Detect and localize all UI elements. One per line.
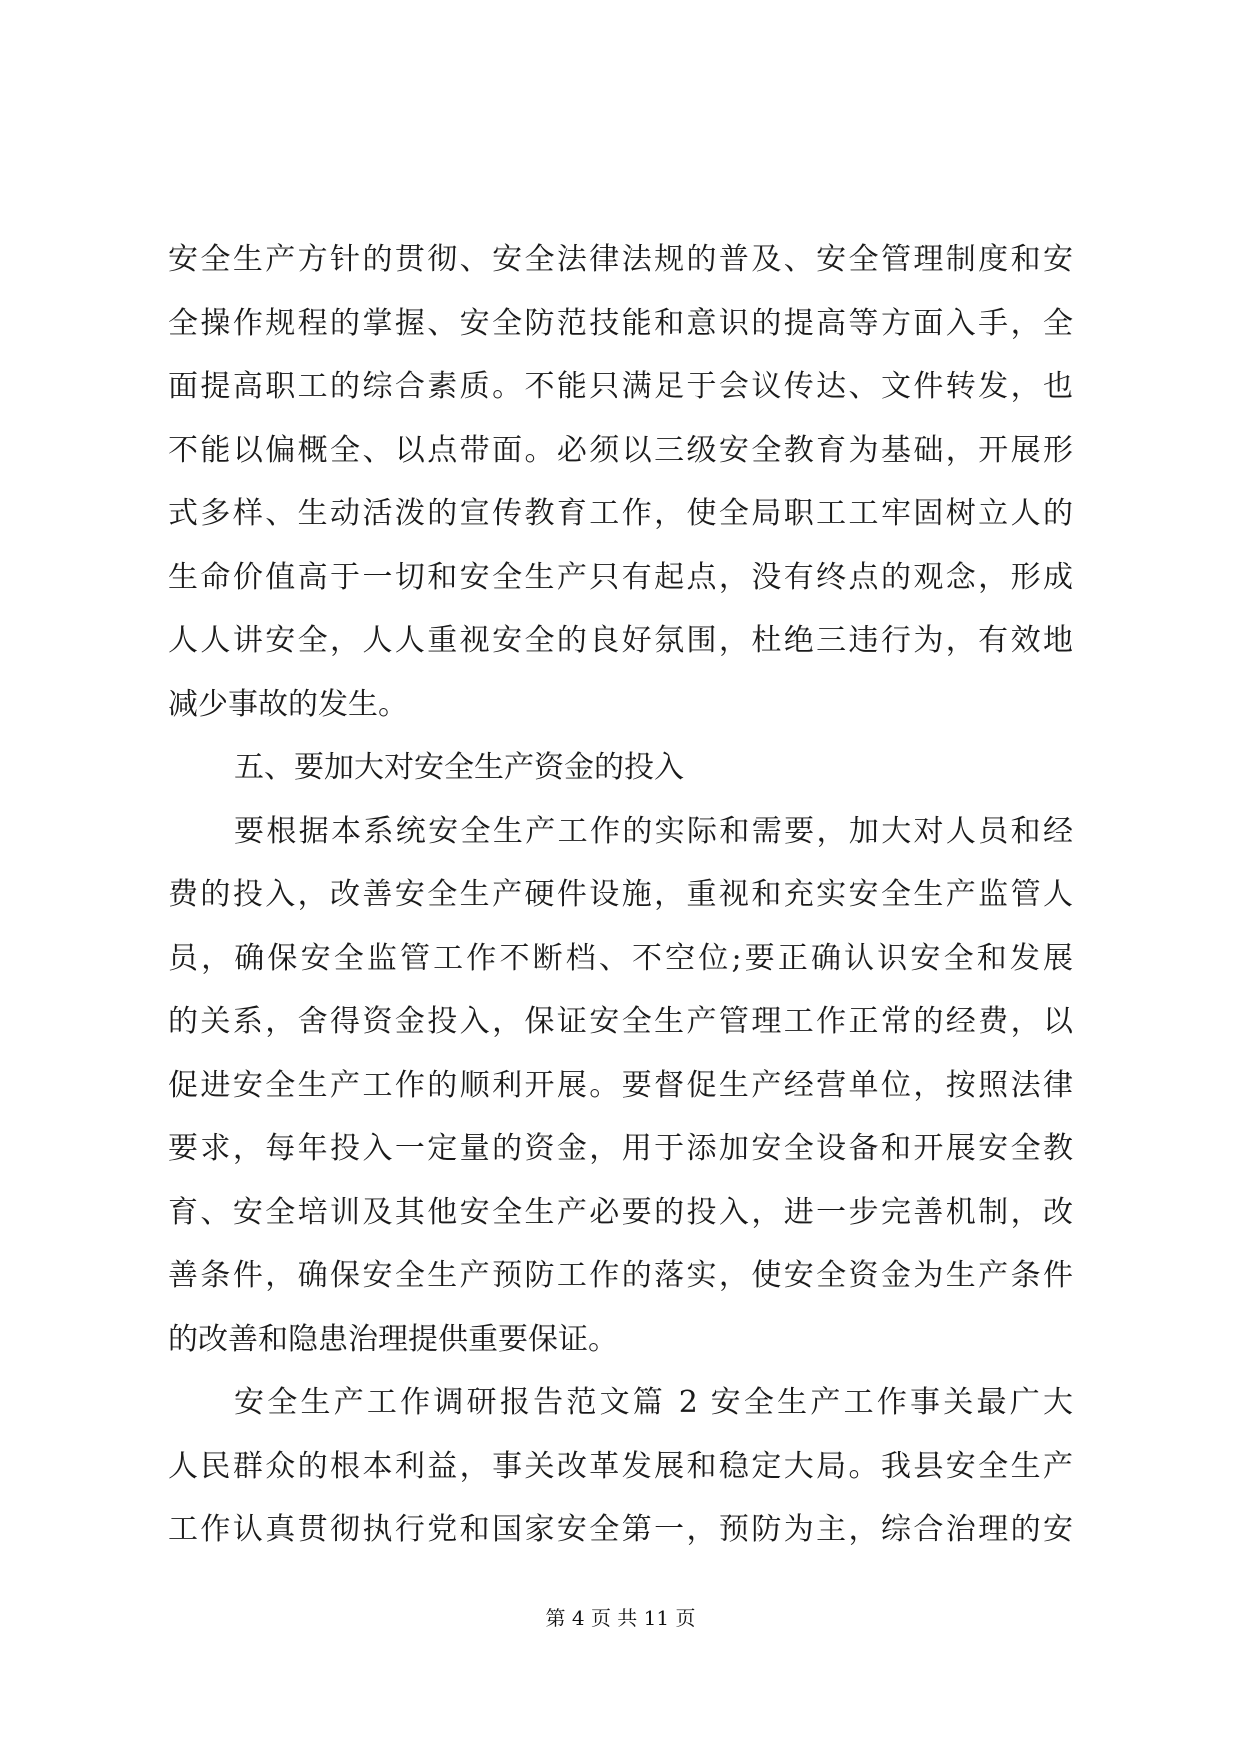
text-line: 费的投入，改善安全生产硬件设施，重视和充实安全生产监管人 [168, 877, 1073, 912]
text-line: 工作认真贯彻执行党和国家安全第一，预防为主，综合治理的安 [168, 1512, 1073, 1547]
text-line: 的改善和隐患治理提供重要保证。 [168, 1321, 618, 1357]
text-line: 安全生产工作调研报告范文篇 2 安全生产工作事关最广大 [234, 1385, 1073, 1420]
text-line: 育、安全培训及其他安全生产必要的投入，进一步完善机制，改 [168, 1194, 1073, 1230]
text-line: 不能以偏概全、以点带面。必须以三级安全教育为基础，开展形 [168, 432, 1073, 468]
text-line: 善条件，确保安全生产预防工作的落实，使安全资金为生产条件 [168, 1258, 1073, 1293]
page-number-footer: 第 4 页 共 11 页 [545, 1606, 696, 1630]
body-text [168, 228, 1073, 1562]
text-line: 促进安全生产工作的顺利开展。要督促生产经营单位，按照法律 [168, 1067, 1073, 1103]
text-line: 要求，每年投入一定量的资金，用于添加安全设备和开展安全教 [168, 1131, 1073, 1166]
text-line: 要根据本系统安全生产工作的实际和需要，加大对人员和经 [234, 813, 1073, 849]
text-line: 全操作规程的掌握、安全防范技能和意识的提高等方面入手，全 [168, 305, 1073, 341]
text-line: 减少事故的发生。 [168, 686, 408, 722]
text-line: 人民群众的根本利益，事关改革发展和稳定大局。我县安全生产 [168, 1448, 1073, 1484]
text-line: 的关系，舍得资金投入，保证安全生产管理工作正常的经费，以 [168, 1004, 1073, 1039]
text-line: 人人讲安全，人人重视安全的良好氛围，杜绝三违行为，有效地 [168, 623, 1073, 658]
text-line: 生命价值高于一切和安全生产只有起点，没有终点的观念，形成 [168, 559, 1073, 595]
section-heading: 五、要加大对安全生产资金的投入 [234, 750, 684, 785]
text-line: 面提高职工的综合素质。不能只满足于会议传达、文件转发，也 [168, 369, 1073, 404]
text-line: 式多样、生动活泼的宣传教育工作，使全局职工工牢固树立人的 [168, 496, 1073, 531]
text-line: 安全生产方针的贯彻、安全法律法规的普及、安全管理制度和安 [168, 242, 1073, 277]
text-line: 员，确保安全监管工作不断档、不空位;要正确认识安全和发展 [168, 940, 1073, 976]
